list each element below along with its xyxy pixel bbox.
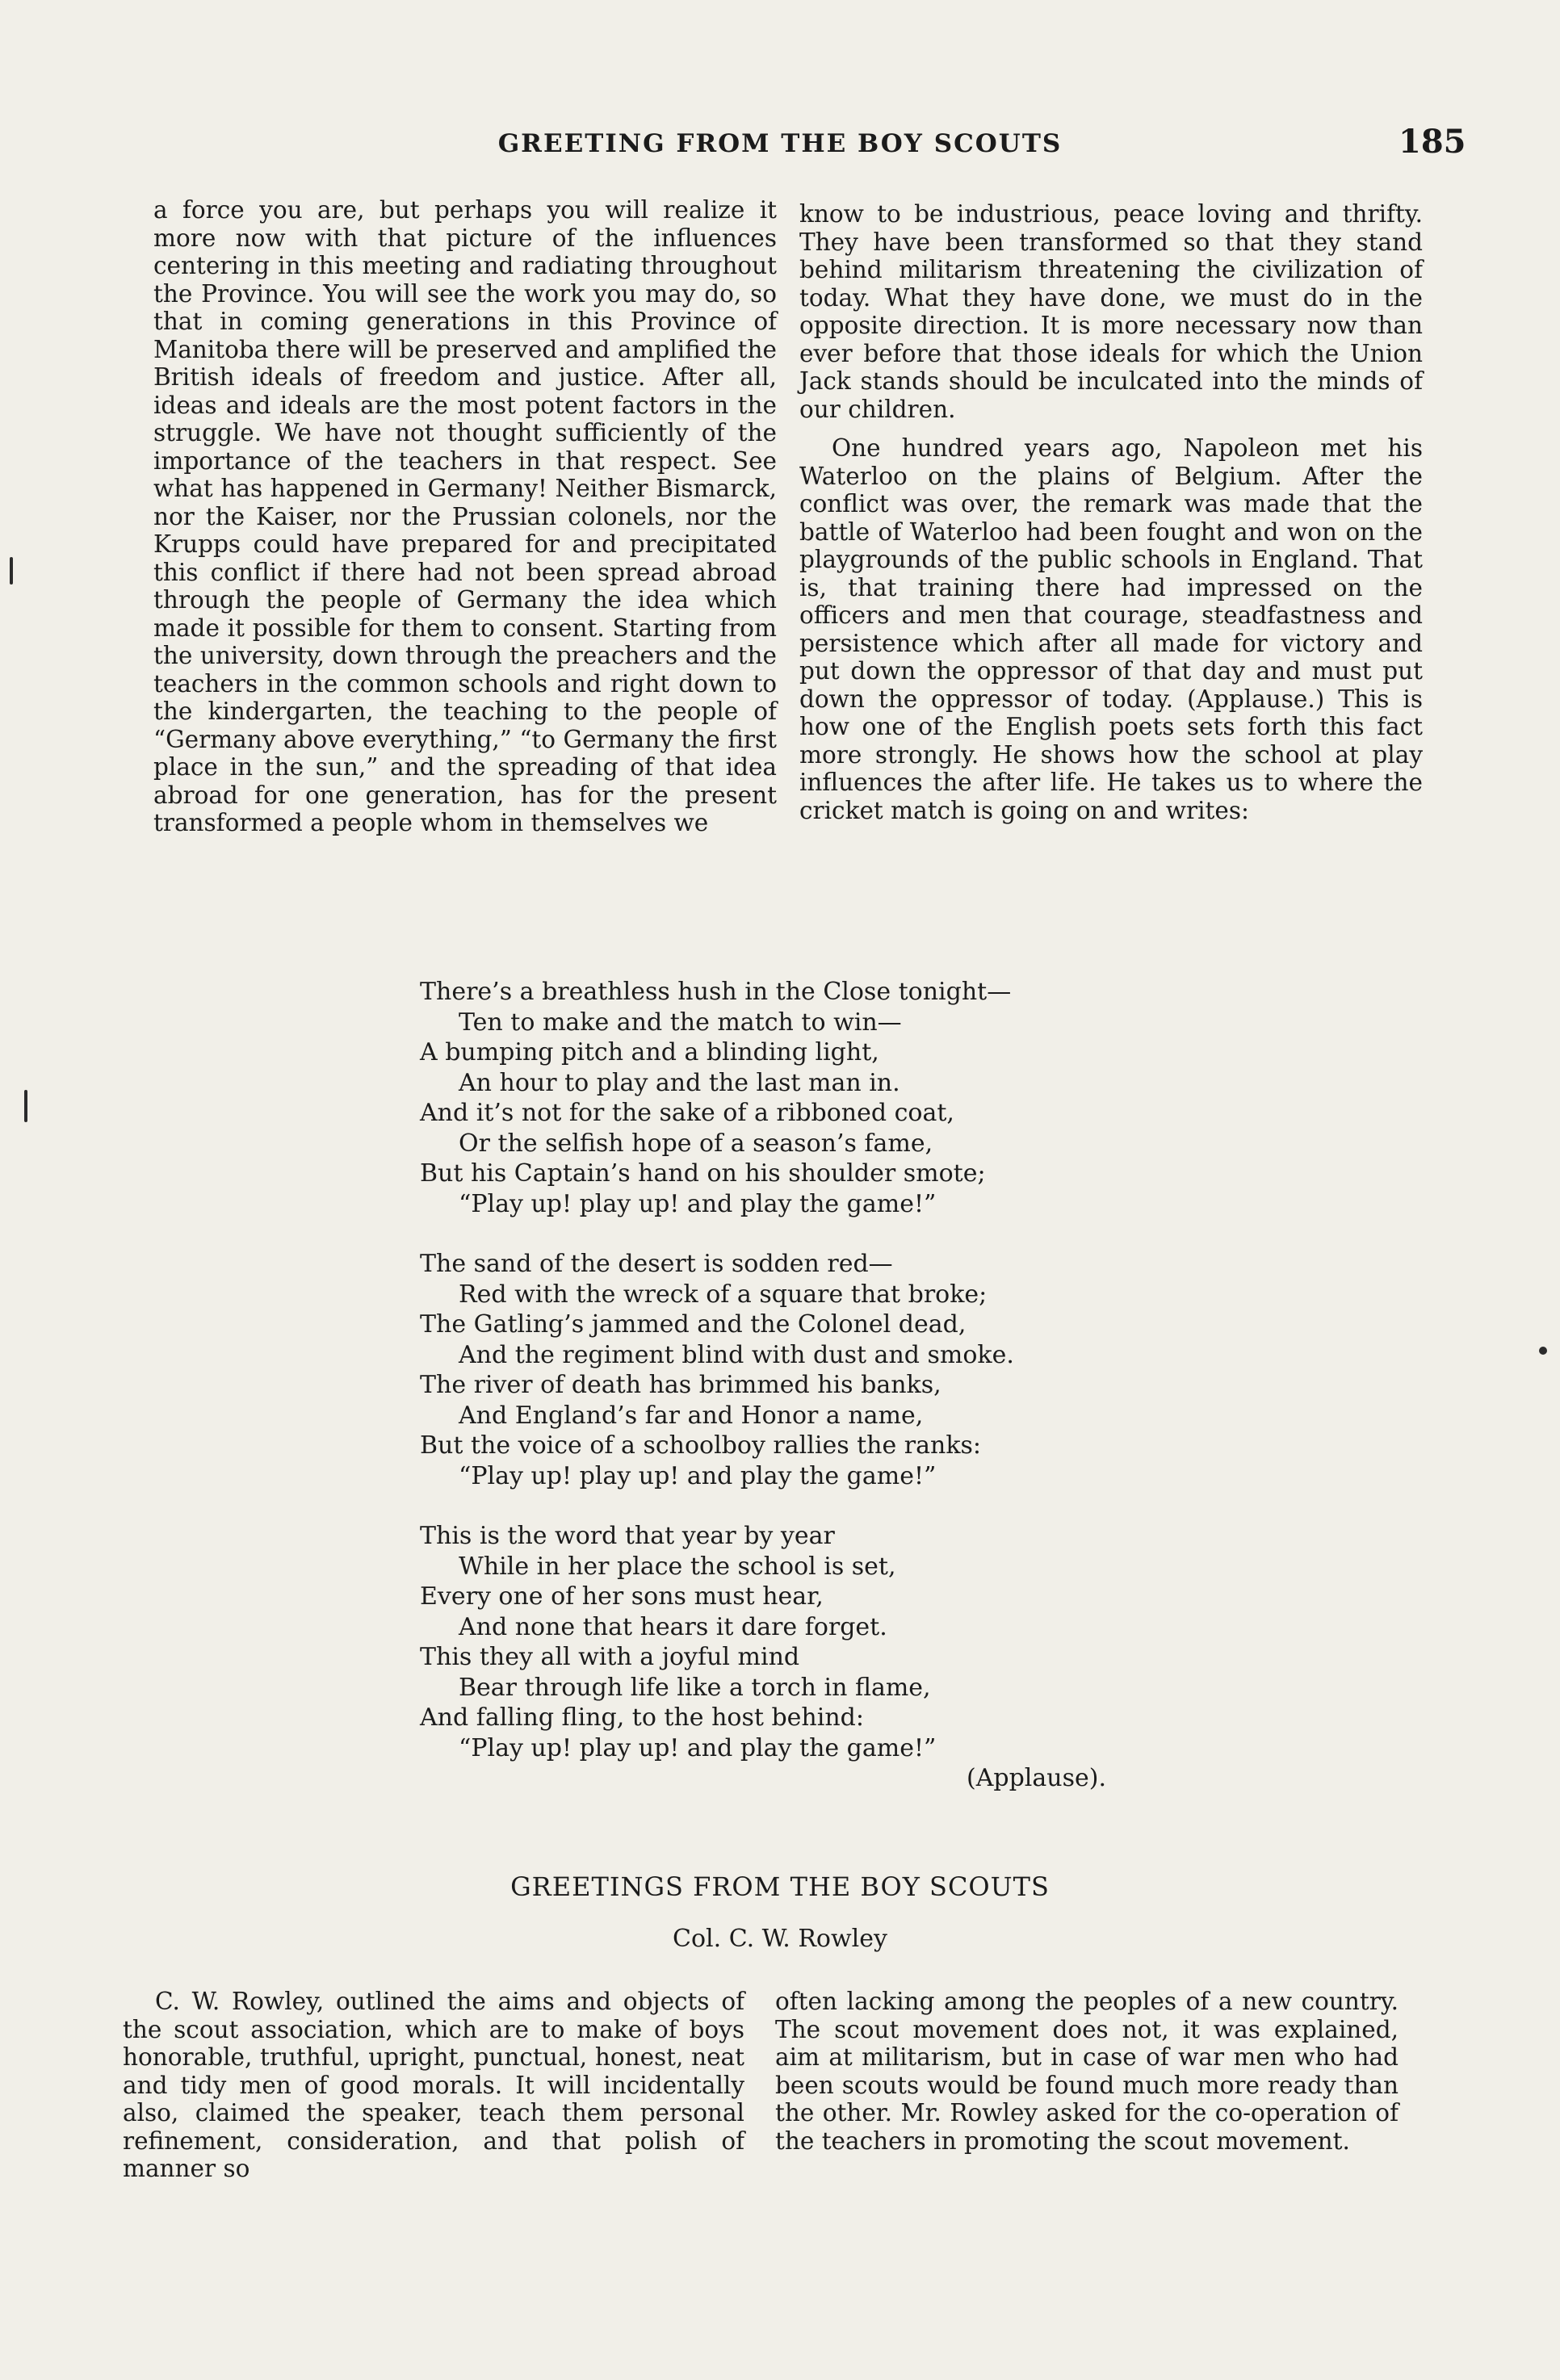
poem-line: While in her place the school is set, bbox=[459, 1552, 896, 1581]
poem-line: But the voice of a schoolboy rallies the ranks: bbox=[420, 1431, 982, 1460]
poem-stanza-3 bbox=[420, 1521, 1130, 1794]
poem-line: “Play up! play up! and play the game!” bbox=[459, 1189, 937, 1218]
poem-line: Or the selfish hope of a season’s fame, bbox=[459, 1129, 933, 1158]
poem-line: Ten to make and the match to win— bbox=[459, 1008, 902, 1037]
poem-line: And it’s not for the sake of a ribboned coat, bbox=[420, 1099, 954, 1127]
poem-line: The river of death has brimmed his banks, bbox=[420, 1371, 941, 1399]
paragraph: a force you are, but perhaps you will realize it more now with that picture of the influences centering in this meeting and radiating throughout the Province. You will see the work you may do, so that in coming generations in this Province of Manitoba there will be preserved and amplified the British ideals of freedom and justice. After all, ideas and ideals are the most potent factors in the struggle. We have not thought sufficiently of the importance of the teachers in that respect. See what has happened in Germany! Neither Bismarck, nor the Kaiser, nor the Prussian colonels, nor the Krupps could have prepared for and precipitated this conflict if there had not been spread abroad through the people of Germany the idea which made it possible for them to consent. Starting from the university, down through the preachers and the teachers in the common schools and right down to the kindergarten, the teaching to the people of “Germany above everything,” “to Germany the first place in the sun,” and the spreading of that idea abroad for one generation, has for the present transformed a people whom in themselves we bbox=[153, 196, 777, 836]
ink-speck bbox=[1539, 1347, 1547, 1355]
paragraph: often lacking among the peoples of a new country. The scout movement does not, it was explained, aim at militarism, but in case of war men who had been scouts would be found much more ready than the other. Mr. Rowley asked for the co-operation of the teachers in promoting the scout movement. bbox=[775, 1988, 1399, 2155]
left-column-bottom bbox=[123, 1988, 744, 2183]
poem-line: But his Captain’s hand on his shoulder smote; bbox=[420, 1159, 986, 1188]
poem-line: A bumping pitch and a blinding light, bbox=[420, 1038, 879, 1066]
poem-line: And falling fling, to the host behind: bbox=[420, 1703, 864, 1732]
poem-stanza-2 bbox=[420, 1249, 1130, 1491]
page-number: 185 bbox=[1399, 123, 1466, 161]
margin-mark bbox=[10, 557, 13, 585]
poem-line: Red with the wreck of a square that broke; bbox=[459, 1280, 988, 1309]
poem-line: Bear through life like a torch in flame, bbox=[459, 1673, 931, 1702]
section-title: GREETINGS FROM THE BOY SCOUTS bbox=[510, 1871, 1050, 1902]
poem-line: There’s a breathless hush in the Close tonight— bbox=[420, 978, 1012, 1006]
poem-line: An hour to play and the last man in. bbox=[459, 1068, 900, 1097]
poem-line: The Gatling’s jammed and the Colonel dead, bbox=[420, 1310, 967, 1339]
running-title: GREETING FROM THE BOY SCOUTS bbox=[497, 129, 1063, 158]
paragraph: One hundred years ago, Napoleon met his Waterloo on the plains of Belgium. After the conflict was over, the remark was made that the battle of Waterloo had been fought and won on the playgrounds of the public schools in England. That is, that training there had impressed on the officers and men that courage, steadfastness and persistence which after all made for victory and put down the oppressor of that day and must put down the oppressor of today. (Applause.) This is how one of the English poets sets forth this fact more strongly. He shows how the school at play influences the after life. He takes us to where the cricket match is going on and writes: bbox=[799, 434, 1423, 824]
section-byline: Col. C. W. Rowley bbox=[673, 1925, 887, 1953]
paragraph: C. W. Rowley, outlined the aims and objects of the scout association, which are to make of boys honorable, truthful, upright, punctual, honest, neat and tidy men of good morals. It will incidentally also, claimed the speaker, teach them personal refinement, consideration, and that polish of manner so bbox=[123, 1988, 744, 2182]
poem-line: Every one of her sons must hear, bbox=[420, 1582, 824, 1611]
poem bbox=[420, 977, 1130, 1794]
poem-line: The sand of the desert is sodden red— bbox=[420, 1250, 893, 1278]
poem-line: And England’s far and Honor a name, bbox=[459, 1401, 924, 1430]
right-column-top bbox=[799, 200, 1423, 824]
right-column-bottom bbox=[775, 1988, 1399, 2155]
margin-mark bbox=[24, 1090, 27, 1122]
poem-line: This is the word that year by year bbox=[420, 1522, 835, 1550]
paragraph: know to be industrious, peace loving and thrifty. They have been transformed so that they stand behind militarism threatening the civilization of today. What they have done, we must do in the opposite direction. It is more necessary now than ever before that those ideals for which the Union Jack stands should be inculcated into the minds of our children. bbox=[799, 200, 1423, 423]
poem-line: “Play up! play up! and play the game!” bbox=[459, 1733, 937, 1762]
poem-line: And the regiment blind with dust and smoke. bbox=[459, 1340, 1014, 1369]
poem-applause: (Applause). bbox=[967, 1764, 1106, 1792]
poem-line: This they all with a joyful mind bbox=[420, 1643, 800, 1671]
poem-stanza-1 bbox=[420, 977, 1130, 1219]
left-column-top bbox=[153, 196, 777, 837]
poem-line: “Play up! play up! and play the game!” bbox=[459, 1461, 937, 1490]
poem-line: And none that hears it dare forget. bbox=[459, 1612, 887, 1641]
